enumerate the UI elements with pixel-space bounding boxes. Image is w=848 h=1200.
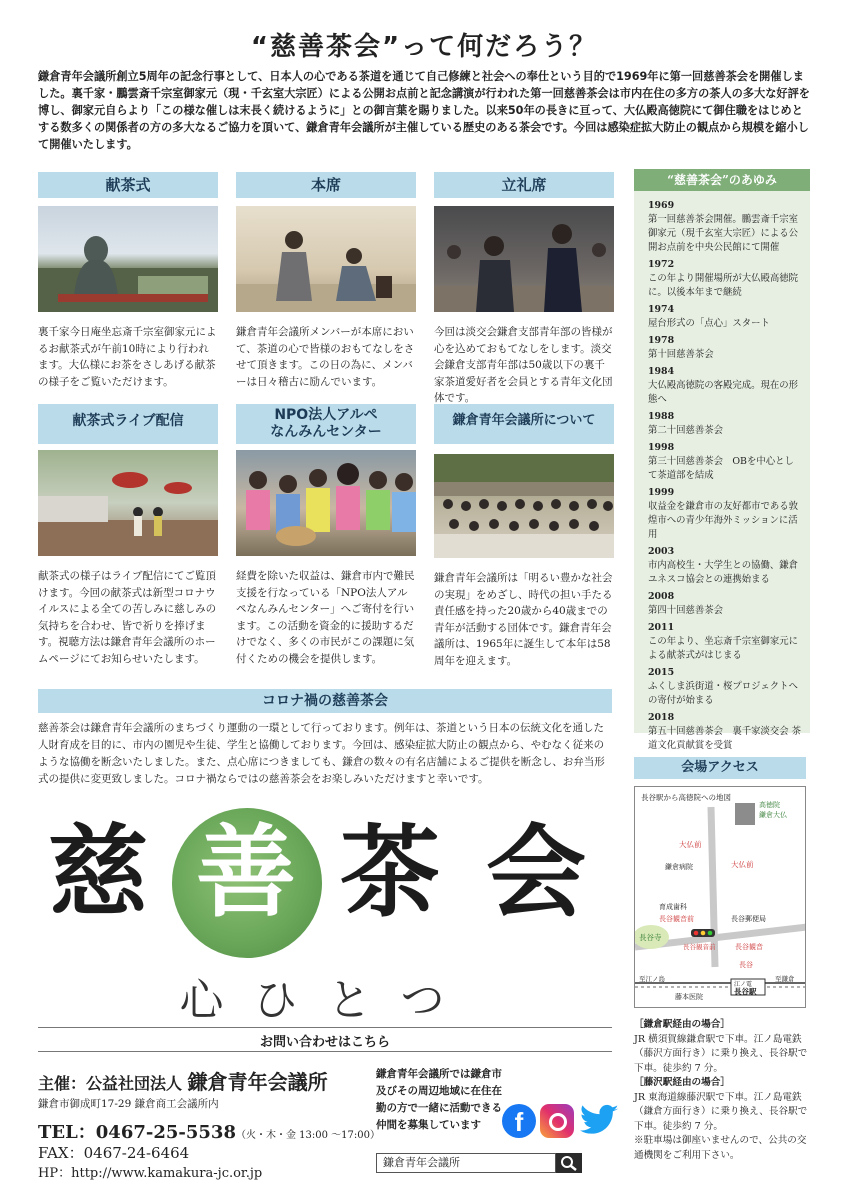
- map-dental: 育成歯科: [659, 903, 687, 911]
- tel: [38, 1118, 380, 1144]
- history-item: 1972 この年より開催場所が大仏殿高徳院に。以後本年まで継続: [648, 259, 799, 298]
- map-station: 長谷駅: [734, 987, 757, 996]
- card-title: 立礼席: [434, 172, 614, 198]
- organizer: [38, 1066, 328, 1095]
- map-daibutsumae-1: 大仏前: [679, 840, 702, 849]
- hero-char-1: 慈: [48, 813, 148, 931]
- hero-char-4: 会: [486, 813, 586, 931]
- access-directions: [634, 1018, 814, 1163]
- map-post: 長谷郵便局: [731, 915, 766, 923]
- map-kannon-2: 長谷観音: [735, 943, 763, 951]
- access-title: 会場アクセス: [634, 757, 806, 779]
- history-list: [634, 191, 810, 751]
- map-fujimoto: 藤本医院: [675, 993, 703, 1001]
- tel-number[interactable]: 0467-25-5538: [95, 1122, 236, 1143]
- card-title-npo: [236, 404, 416, 444]
- map-illustration: [635, 787, 806, 1008]
- card-text: 裏千家今日庵坐忘斎千宗室御家元によるお献茶式が午前10時により行われます。大仏様にお茶をさしあげる献茶の様子をご覧いただけます。: [38, 326, 217, 388]
- group-illustration: [236, 450, 416, 556]
- history-item: 1988 第二十回慈善茶会: [648, 411, 724, 436]
- organizer-name: 鎌倉青年会議所: [187, 1070, 328, 1094]
- history-item: 2018 第五十回慈善茶会 裏千家淡交会 茶道文化貢献賞を受賞: [648, 712, 801, 751]
- photo-jc-members: [434, 454, 614, 558]
- hero-char-2: 善: [196, 813, 296, 931]
- card-title-line1: NPO法人アルペ: [274, 407, 378, 423]
- history-item: 1984 大仏殿高徳院の客殿完成。現在の形態へ: [648, 366, 799, 405]
- history-item: 2011 この年より、坐忘斎千宗室御家元による献茶式がはじまる: [648, 622, 799, 661]
- route-text: JR 東海道線藤沢駅で下車。江ノ島電鉄（鎌倉方面行き）に乗り換え、長谷駅で下車。徒歩約 7 分。: [634, 1091, 808, 1132]
- access-map: [634, 786, 806, 1008]
- ryurei-illustration: [434, 206, 614, 312]
- organizer-prefix: 主催：公益社団法人: [38, 1074, 183, 1093]
- hp-link[interactable]: http://www.kamakura-jc.or.jp: [71, 1166, 263, 1181]
- route-text: JR 横須賀線鎌倉駅で下車。江ノ島電鉄（藤沢方面行き）に乗り換え、長谷駅で下車。徒歩約 7 分。: [634, 1033, 808, 1074]
- card-title: 本席: [236, 172, 416, 198]
- photo-ryurei: [434, 206, 614, 312]
- history-item: 1998 第三十回慈善茶会 OBを中心として茶道部を結成: [648, 442, 794, 481]
- search-input[interactable]: 鎌倉青年会議所: [376, 1153, 556, 1173]
- search-icon: [556, 1153, 582, 1173]
- map-daibutsu-1: 高徳院: [759, 801, 780, 809]
- tea-ceremony-illustration: [236, 206, 416, 312]
- history-item: 1978 第十回慈善茶会: [648, 335, 714, 360]
- map-enoden: 江ノ電: [734, 981, 753, 988]
- photo-tea-ceremony: [236, 206, 416, 312]
- map-enoshima: 至江ノ島: [639, 975, 665, 983]
- card-text: 鎌倉青年会議所は「明るい豊かな社会の実現」をめざし、時代の担い手たる責任感を持った20歳から40歳までの青年が活動する団体です。鎌倉青年会議所は、1965年に誕生して本年は58周年を迎えます。: [434, 572, 613, 667]
- route-head: ［藤沢駅経由の場合］: [634, 1077, 730, 1088]
- page-title: “慈善茶会”って何だろう？: [250, 32, 598, 62]
- map-daibutsumae-2: 大仏前: [731, 860, 754, 869]
- history-item: 1969 第一回慈善茶会開催。鵬雲斎千宗室御家元（現千玄室大宗匠）による公開お点前を中央公民館にて開催: [648, 200, 799, 253]
- map-daibutsu-2: 鎌倉大仏: [759, 811, 787, 819]
- history-item: 1974 屋台形式の「点心」スタート: [648, 304, 770, 329]
- card-title: 鎌倉青年会議所について: [434, 404, 614, 444]
- photo-daibutsu: [38, 206, 218, 312]
- members-illustration: [434, 454, 614, 558]
- live-illustration: [38, 450, 218, 556]
- divider: [38, 1027, 612, 1028]
- corona-section-text: 慈善茶会は鎌倉青年会議所のまちづくり運動の一環として行っております。例年は、茶道という日本の伝統文化を通した人財育成を目的に、市内の園児や生徒、学生と協働しております。今回は、感染症拡大防止の観点から、やむなく従来のような協働を断念いたしました。また、点心席につきましても、鎌倉の数々の有名店舗によるご提供を断念し、お弁当形式の提供に変更致しました。コロナ禍ならではの慈善茶会をお楽しみいただけますと幸いです。: [38, 722, 605, 785]
- card-npo: [236, 404, 416, 667]
- hp-label: HP：: [38, 1166, 72, 1181]
- photo-npo-group: [236, 450, 416, 556]
- history-item: 2015 ふくしま浜街道・桜プロジェクトへの寄付が始まる: [648, 667, 798, 706]
- twitter-icon[interactable]: [580, 1104, 620, 1138]
- card-honseki: [236, 172, 416, 390]
- divider: [38, 1051, 612, 1052]
- corona-section-title: コロナ禍の慈善茶会: [38, 689, 612, 713]
- history-item: 1999 収益金を鎌倉市の友好都市である敦煌市への青少年海外ミッションに活用: [648, 487, 799, 540]
- map-kannon-1: 長谷観音前: [683, 943, 716, 951]
- map-kannon-stop: 長谷観音前: [659, 915, 694, 923]
- facebook-icon[interactable]: f: [502, 1104, 536, 1138]
- card-title: 献茶式ライブ配信: [38, 404, 218, 444]
- photo-live: [38, 450, 218, 556]
- contact-title: お問い合わせはこちら: [259, 1035, 390, 1050]
- card-kencha: [38, 172, 218, 390]
- map-hospital: 鎌倉病院: [665, 863, 693, 871]
- card-text: 鎌倉青年会議所メンバーが本席において、茶道の心で皆様のおもてなしをさせて頂きます。この日の為に、メンバーは日々稽古に励んでいます。: [236, 326, 415, 388]
- map-kamakura: 至鎌倉: [775, 975, 795, 983]
- tel-hours: （火・木・金 13:00 ～17:00）: [235, 1130, 380, 1141]
- fax-label: FAX：: [38, 1144, 84, 1162]
- history-title: “慈善茶会”のあゆみ: [634, 169, 810, 191]
- hero-char-3: 茶: [340, 813, 440, 931]
- card-ryurei: [434, 172, 614, 407]
- address: 鎌倉市御成町17-29 鎌倉商工会議所内: [38, 1098, 219, 1110]
- card-title: 献茶式: [38, 172, 218, 198]
- parking-note: ※駐車場は御座いませんので、公共の交通機関をご利用下さい。: [634, 1135, 807, 1161]
- intro-paragraph: 鎌倉青年会議所創立5周年の記念行事として、日本人の心である茶道を通じて自己修練と社会への奉仕という目的で1969年に第一回慈善茶会を開催しました。裏千家・鵬雲斎千宗室御家元（現・千玄室大宗匠）による公開お点前と記念講演が行われた第一回慈善茶会は市内在住の多方の茶人の多大な好評を博し、御家元自らより「この様な催しは末長く続けるように」との御言葉を賜りました。以来50年の長きに亘って、大仏殿高徳院にて御住職をはじめとする数多くの関係者の方の多大なるご協力を頂いて、鎌倉青年会議所が主催している歴史のある茶会です。今回は感染症拡大防止の観点から規模を縮小して開催いたします。: [38, 70, 810, 151]
- hero-subtitle: 心ひとつ: [179, 975, 475, 1026]
- search-button[interactable]: [556, 1153, 582, 1173]
- card-jc-about: [434, 404, 614, 669]
- tel-label: TEL：: [38, 1122, 96, 1143]
- map-hase-stop: 長谷: [739, 961, 753, 969]
- route-head: ［鎌倉駅経由の場合］: [634, 1019, 730, 1030]
- history-item: 2008 第四十回慈善茶会: [648, 591, 724, 616]
- card-text: 献茶式の様子はライブ配信にてご覧頂けます。今回の献茶式は新型コロナウイルスによる全ての苦しみに慈しみの気持ちを合わせ、皆で祈りを捧げます。視聴方法は鎌倉青年会議所のホームページにてお知らせいたします。: [38, 570, 217, 665]
- card-text: 経費を除いた収益は、鎌倉市内で難民支援を行なっている「NPO法人アルペなんみんセンター」へご寄付を行います。この活動を資金的に援助するだけでなく、多くの市民がこの課題に気付くための機会を提供します。: [236, 570, 415, 665]
- recruit-text: 鎌倉青年会議所では鎌倉市及びその周辺地域に在住在勤の方で一緒に活動できる仲間を募集しています: [376, 1068, 502, 1131]
- card-title-line2: なんみんセンター: [270, 424, 382, 440]
- history-item: 2003 市内高校生・大学生との協働、鎌倉ユネスコ協会との連携始まる: [648, 546, 799, 585]
- homepage: [38, 1162, 262, 1181]
- card-text: 今回は淡交会鎌倉支部青年部の皆様が心を込めておもてなしをします。淡交会鎌倉支部青年部は50歳以下の裏千家茶道愛好者を会員とする青年文化団体です。: [434, 326, 613, 404]
- map-caption: 長谷駅から高徳院への地図: [641, 793, 731, 802]
- map-hasedera: 長谷寺: [639, 933, 662, 942]
- fax-number: 0467-24-6464: [83, 1144, 190, 1162]
- instagram-icon[interactable]: [540, 1104, 574, 1138]
- daibutsu-illustration: [38, 206, 218, 312]
- card-live: [38, 404, 218, 667]
- fax: [38, 1142, 189, 1163]
